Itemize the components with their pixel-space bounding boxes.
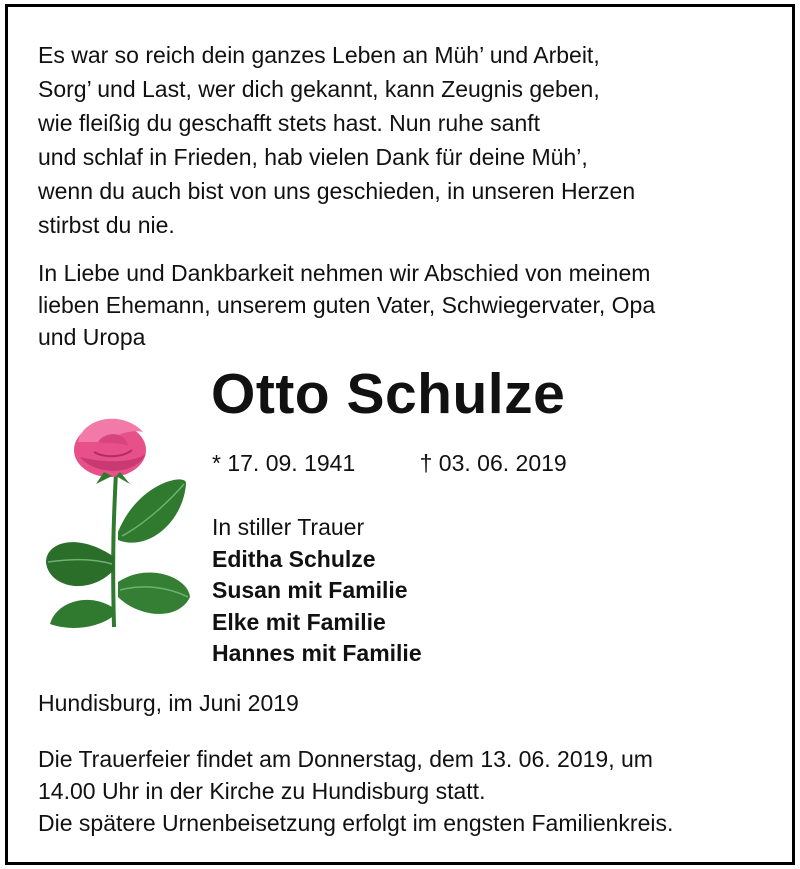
intro-line: In Liebe und Dankbarkeit nehmen wir Abschied von meinem: [38, 260, 651, 286]
mourner-name: Editha Schulze: [212, 545, 376, 572]
funeral-info: [38, 743, 768, 839]
intro-line: und Uropa: [38, 324, 146, 350]
poem-line: Es war so reich dein ganzes Leben an Müh’ und Arbeit,: [38, 42, 600, 68]
funeral-info-line: 14.00 Uhr in der Kirche zu Hundisburg statt.: [38, 778, 486, 804]
mourner-name: Elke mit Familie: [212, 608, 386, 635]
deceased-name: Otto Schulze: [211, 362, 566, 426]
poem-line: wie fleißig du geschafft stets hast. Nun ruhe sanft: [38, 110, 541, 136]
funeral-info-line: Die Trauerfeier findet am Donnerstag, dem 13. 06. 2019, um: [38, 746, 653, 772]
poem-line: Sorg’ und Last, wer dich gekannt, kann Zeugnis geben,: [38, 76, 600, 102]
life-dates: [212, 447, 567, 479]
mourners: [212, 512, 422, 670]
poem-line: stirbst du nie.: [38, 212, 175, 238]
place-date: Hundisburg, im Juni 2019: [38, 690, 299, 716]
poem: [38, 38, 768, 242]
poem-line: wenn du auch bist von uns geschieden, in unseren Herzen: [38, 178, 636, 204]
birth-date: * 17. 09. 1941: [212, 450, 356, 476]
intro-line: lieben Ehemann, unserem guten Vater, Schwiegervater, Opa: [38, 292, 656, 318]
farewell-intro: [38, 257, 768, 353]
mourner-name: Hannes mit Familie: [212, 640, 422, 666]
rose-icon: [38, 412, 198, 632]
mourner-name: Susan mit Familie: [212, 577, 408, 603]
obituary-frame: [5, 4, 795, 865]
mourners-heading: In stiller Trauer: [212, 514, 365, 540]
funeral-info-line: Die spätere Urnenbeisetzung erfolgt im engsten Familienkreis.: [38, 810, 674, 836]
death-date: † 03. 06. 2019: [419, 450, 567, 476]
poem-line: und schlaf in Frieden, hab vielen Dank für deine Müh’,: [38, 144, 588, 170]
